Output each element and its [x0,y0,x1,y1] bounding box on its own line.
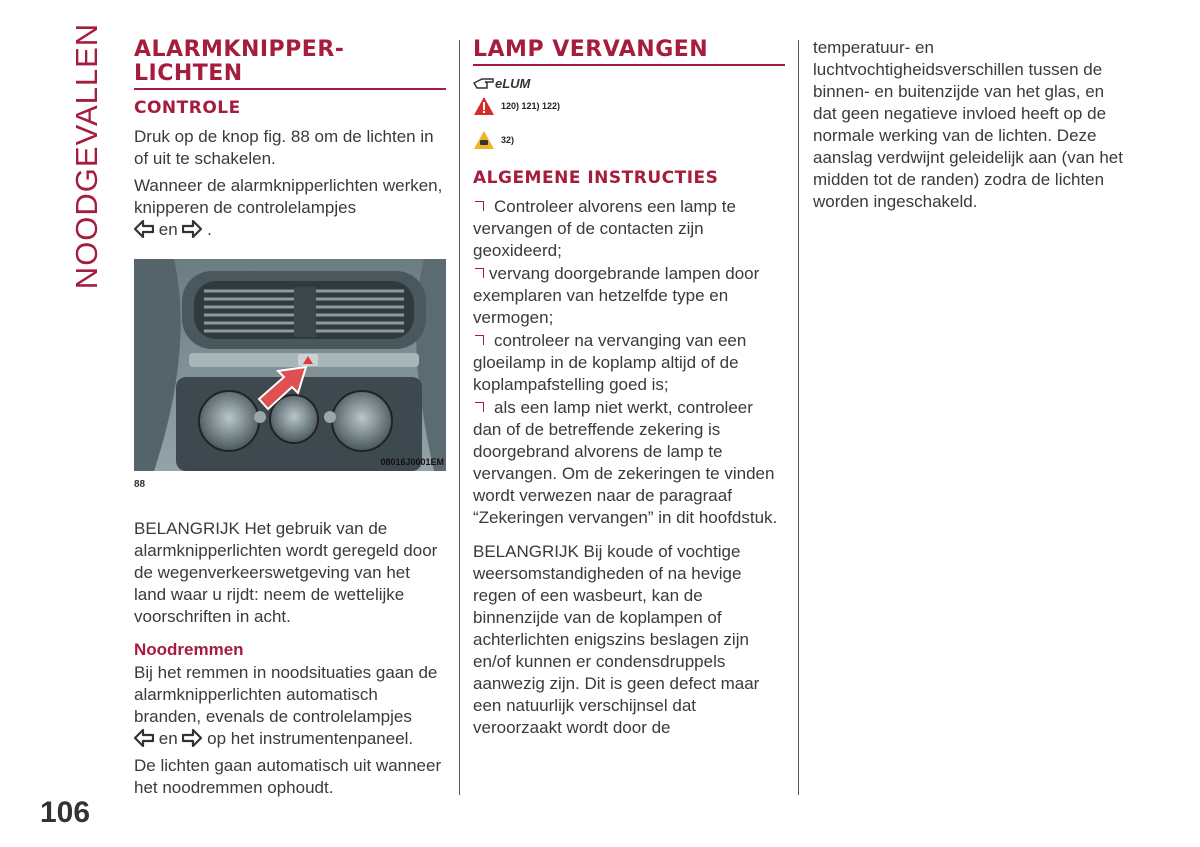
subheading-noodremmen: Noodremmen [134,640,244,659]
caution-triangle-icon [473,130,495,150]
paragraph-continued: temperatuur- en luchtvochtigheidsverschillen tussen de binnen- en buitenzijde van het glas, en dat geen negatieve invloed heeft op de normale werking van de lichten. Deze aanslag verdwijnt geleidelijk aan (van het midden tot de randen) zodra de lichten worden ingeschakeld. [813,38,1123,211]
chapter-title: NOODGEVALLEN [69,22,105,290]
chapter-side-tab [69,22,105,290]
turn-right-arrow-icon [182,729,202,747]
bullet-item: controleer na vervanging van een gloeilamp in de koplamp altijd of de koplampafstelling goed is; [473,331,747,394]
column-divider [798,40,799,795]
bullet-marker [475,201,484,211]
important-note: BELANGRIJK Bij koude of vochtige weersomstandigheden of na hevige regen of een wasbeurt, kan de binnenzijde van de koplampen of achterlichten enigszins beslagen zijn en/of kunnen er condensdruppels aanwezig zijn. Dit is geen defect maar een natuurlijk verschijnsel dat veroorzaakt wordt door de [473,542,760,737]
page-number: 106 [40,796,91,829]
figure-code: 08016J0001EM [380,457,444,467]
column-3 [813,37,1125,218]
turn-left-arrow-icon [134,729,154,747]
reference-icon-row [473,74,785,92]
column-1 [134,38,446,804]
caution-references: 32) [473,130,785,150]
subheading-algemene-instructies: ALGEMENE INSTRUCTIES [473,168,719,188]
section-title-lamp-vervangen: LAMP VERVANGEN [473,38,785,66]
section-title-alarmknipperlichten: ALARMKNIPPER- LICHTEN [134,38,446,90]
pointing-hand-icon [473,74,495,92]
paragraph: De lichten gaan automatisch uit wanneer het noodremmen ophoudt. [134,756,442,797]
figure-number: 88 [134,479,146,490]
column-2 [473,38,785,744]
bullet-item: vervang doorgebrande lampen door exemplaren van hetzelfde type en vermogen; [473,264,760,327]
warning-triangle-icon [473,96,495,116]
reference-icon-text: eLUM [495,75,531,91]
subheading-controle: CONTROLE [134,98,241,118]
important-note: BELANGRIJK Het gebruik van de alarmknipperlichten wordt geregeld door de wegenverkeerswetgeving van het land waar u rijdt: neem de wettelijke voorschriften in acht. [134,519,438,626]
turn-left-arrow-icon [134,220,154,238]
warning-references: 120) 121) 122) [473,96,785,116]
bullet-marker [475,335,484,345]
paragraph: Druk op de knop fig. 88 om de lichten in of uit te schakelen. [134,127,434,168]
bullet-marker [475,402,484,412]
column-divider [459,40,460,795]
paragraph: Wanneer de alarmknipperlichten werken, knipperen de controlelampjes en . [134,176,443,239]
bullet-item: als een lamp niet werkt, controleer dan of de betreffende zekering is doorgebrand alvorens de lamp te vervangen. Om de zekeringen te vinden wordt verwezen naar de paragraaf “Zekeringen vervangen” in dit hoofdstuk. [473,398,778,527]
bullet-item: Controleer alvorens een lamp te vervangen of de contacten zijn geoxideerd; [473,197,736,260]
paragraph: Bij het remmen in noodsituaties gaan de alarmknipperlichten automatisch branden, evenals de controlelampjes en op het instrumentenpaneel. [134,663,438,748]
dashboard-photo [134,259,446,471]
turn-right-arrow-icon [182,220,202,238]
dashboard-hazard-button-figure [134,259,446,471]
bullet-marker [475,268,484,278]
